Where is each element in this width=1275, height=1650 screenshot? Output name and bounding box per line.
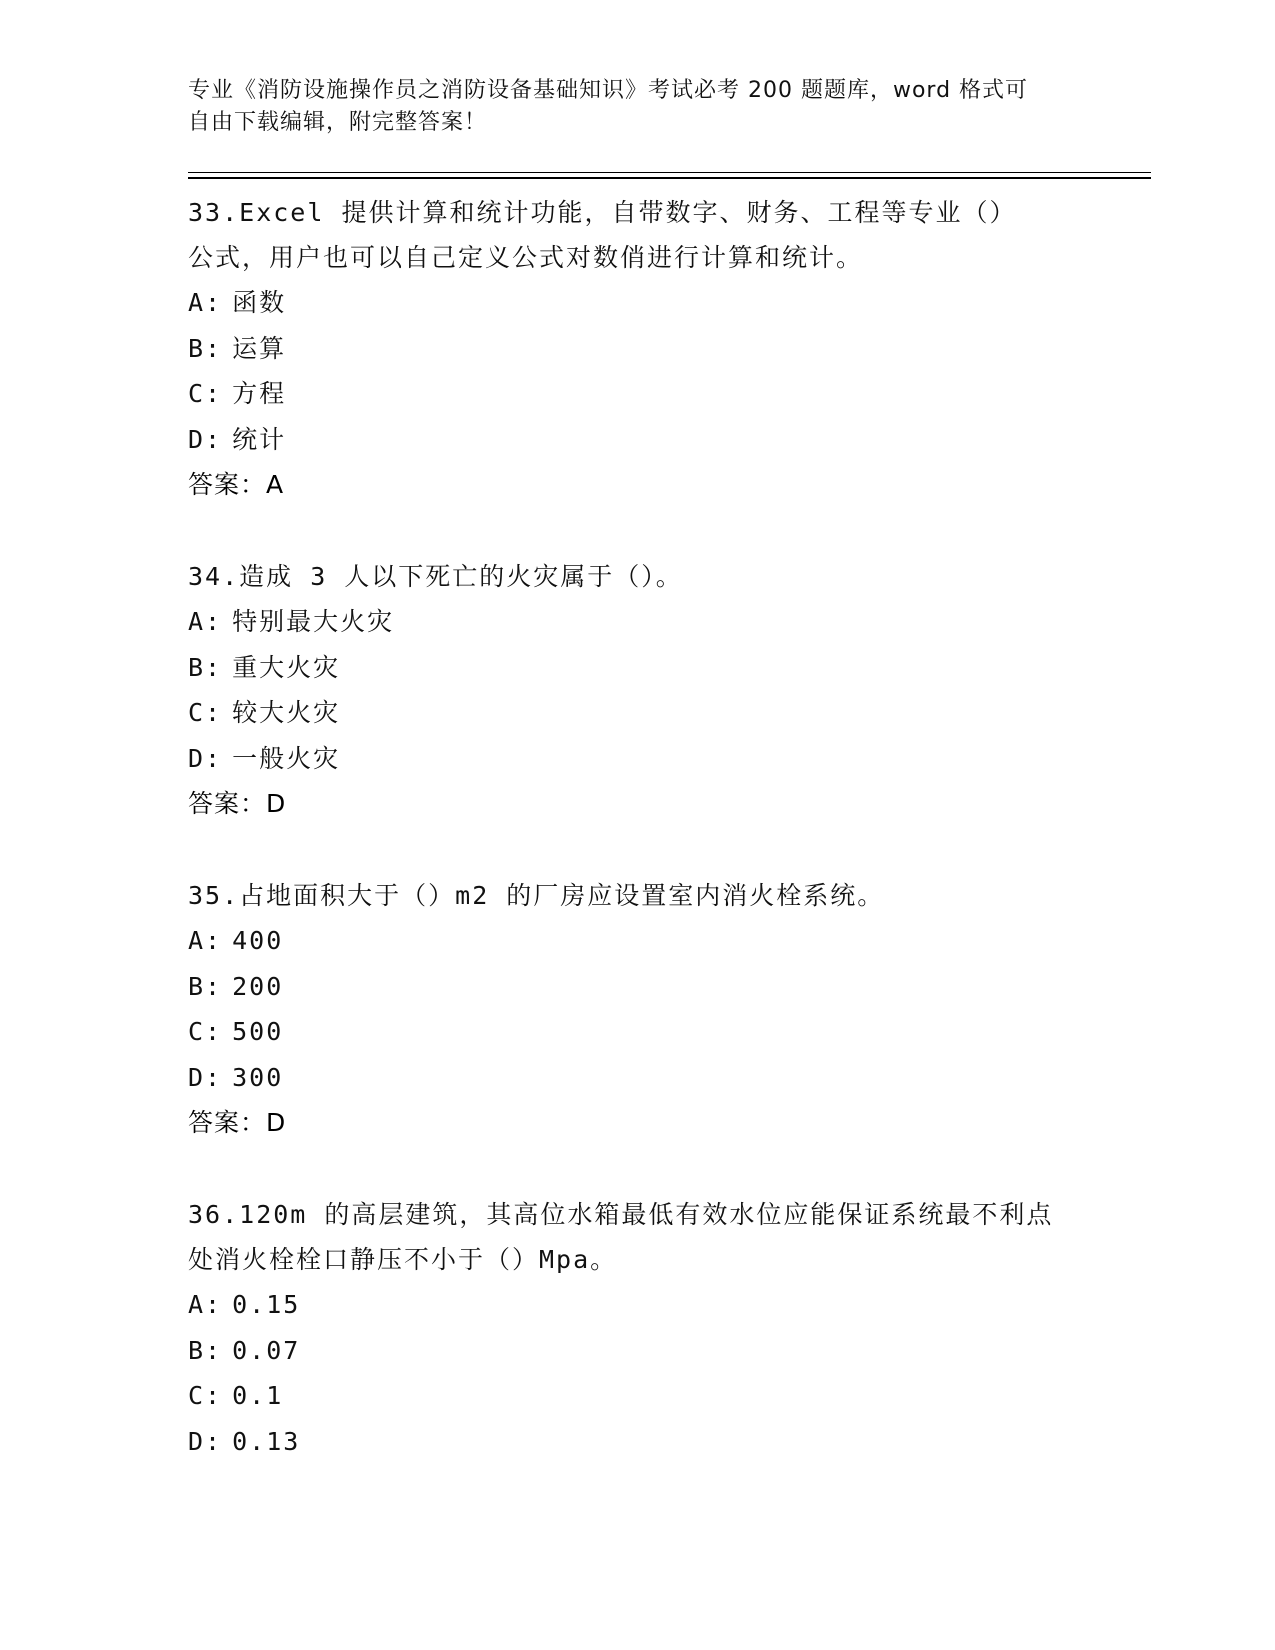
option-d (188, 1055, 1088, 1101)
option-value: 特别最大火灾 (232, 607, 395, 636)
option-value: 0.13 (232, 1426, 301, 1456)
option-b (188, 645, 1088, 691)
question-36 (188, 1192, 1088, 1464)
option-value: 0.1 (232, 1381, 284, 1410)
header-divider-thick (188, 177, 1151, 179)
option-letter: A: (188, 607, 223, 636)
option-value: 0.15 (232, 1290, 301, 1319)
option-value: 较大火灾 (232, 698, 341, 727)
option-letter: D: (188, 743, 223, 773)
option-c (188, 1009, 1088, 1055)
option-d (188, 736, 1088, 782)
option-letter: A: (188, 1290, 223, 1319)
option-c (188, 1373, 1088, 1419)
option-value: 统计 (232, 424, 287, 454)
option-letter: A: (188, 926, 223, 955)
answer-line: 答案：D (188, 789, 287, 818)
header-line-2: 自由下载编辑，附完整答案！ (188, 110, 488, 135)
answer-line: 答案：A (188, 470, 285, 499)
option-value: 一般火灾 (232, 743, 341, 773)
option-value: 500 (232, 1017, 284, 1046)
header-line-1: 专业《消防设施操作员之消防设备基础知识》考试必考 200 题题库，word 格式可 (188, 78, 1029, 103)
option-letter: B: (188, 1335, 223, 1365)
option-letter: B: (188, 652, 223, 682)
option-value: 300 (232, 1062, 284, 1092)
option-letter: D: (188, 1426, 223, 1456)
question-34 (188, 554, 1088, 826)
option-value: 0.07 (232, 1335, 301, 1365)
document-header (188, 75, 1088, 139)
option-letter: C: (188, 1017, 223, 1046)
answer-line: 答案：D (188, 1108, 287, 1137)
option-b (188, 326, 1088, 372)
option-value: 方程 (232, 379, 287, 408)
option-a (188, 918, 1088, 964)
option-value: 运算 (232, 333, 287, 363)
question-text: 35.占地面积大于（）m2 的厂房应设置室内消火栓系统。 (188, 881, 885, 910)
option-letter: D: (188, 1062, 223, 1092)
option-letter: B: (188, 333, 223, 363)
question-33 (188, 190, 1088, 507)
question-list (188, 190, 1088, 1464)
option-value: 400 (232, 926, 284, 955)
option-a (188, 280, 1088, 326)
option-b (188, 964, 1088, 1010)
option-a (188, 1282, 1088, 1328)
option-c (188, 371, 1088, 417)
option-letter: C: (188, 698, 223, 727)
option-letter: B: (188, 971, 223, 1001)
option-d (188, 417, 1088, 463)
option-value: 函数 (232, 288, 287, 317)
option-b (188, 1328, 1088, 1374)
option-value: 重大火灾 (232, 652, 341, 682)
option-a (188, 599, 1088, 645)
question-text: 33.Excel 提供计算和统计功能，自带数字、财务、工程等专业（）公式，用户也可以自己定义公式对数俏进行计算和统计。 (188, 198, 1017, 272)
option-value: 200 (232, 971, 284, 1001)
option-c (188, 690, 1088, 736)
option-letter: A: (188, 288, 223, 317)
question-text: 34.造成 3 人以下死亡的火灾属于（）。 (188, 562, 683, 591)
question-text: 36.120m 的高层建筑，其高位水箱最低有效水位应能保证系统最不利点处消火栓栓口静压不小于（）Mpa。 (188, 1200, 1054, 1274)
option-letter: C: (188, 379, 223, 408)
question-35 (188, 873, 1088, 1145)
option-d (188, 1419, 1088, 1465)
option-letter: C: (188, 1381, 223, 1410)
header-divider-thin (188, 172, 1151, 173)
option-letter: D: (188, 424, 223, 454)
